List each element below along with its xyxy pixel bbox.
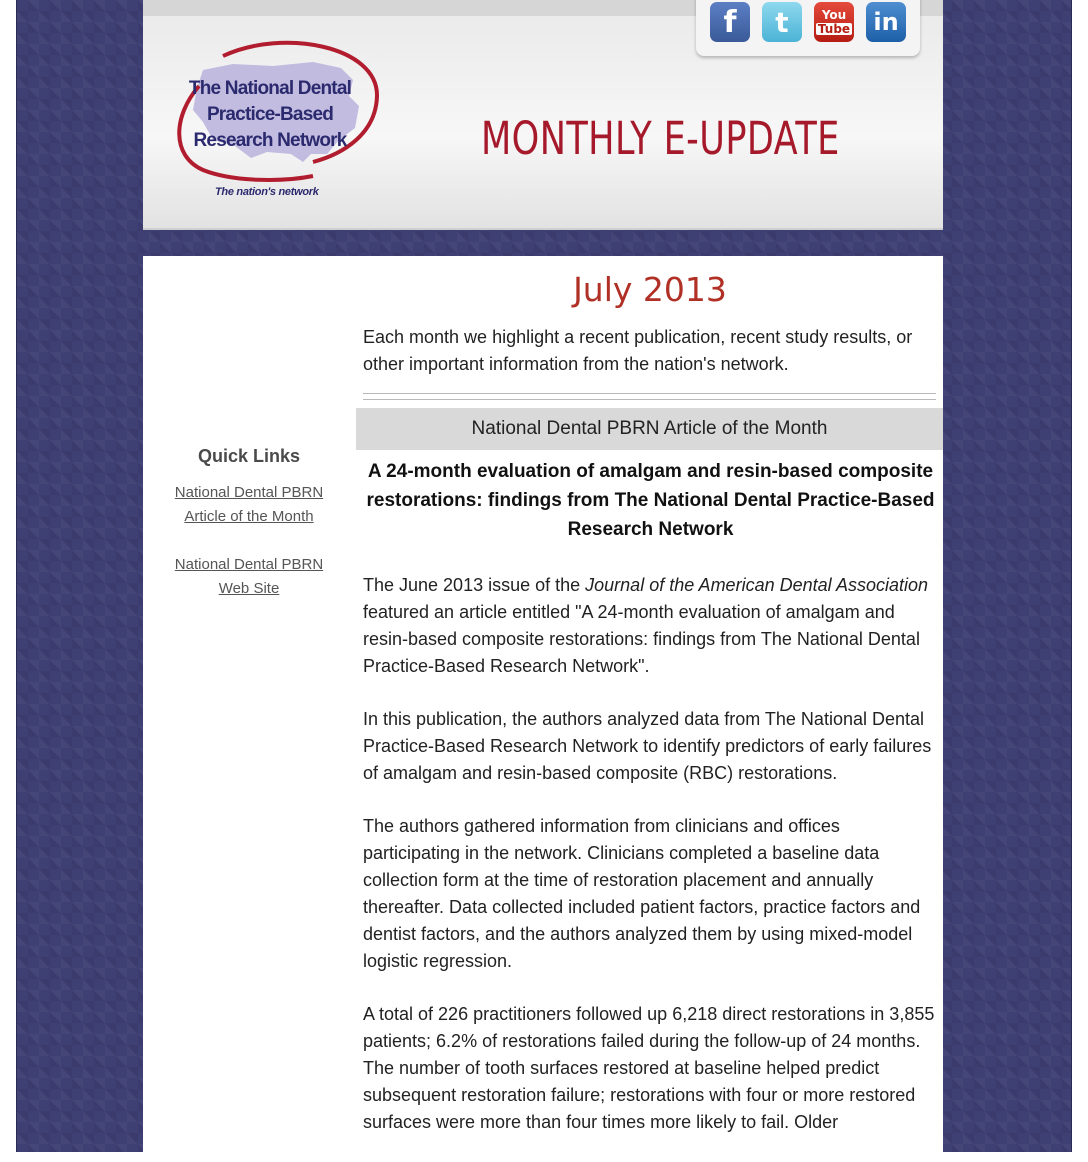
logo-line-3: Research Network (193, 130, 347, 151)
logo-tagline: The nation's network (215, 186, 319, 198)
linkedin-icon[interactable]: in (866, 2, 906, 42)
paragraph-1: The June 2013 issue of the Journal of the American Dental Association featured an article entitled "A 24-month evaluation of amalgam and resin-based composite restorations: findings from The National Dental Practice-Based Research Network". (363, 575, 928, 676)
social-icons-bar (696, 0, 920, 56)
section-title: National Dental PBRN Article of the Month (471, 418, 828, 439)
issue-date: July 2013 (573, 270, 727, 309)
article-body (363, 572, 940, 1162)
section-title-bar (356, 408, 943, 450)
banner-title: MONTHLY E-UPDATE (481, 112, 840, 165)
paragraph-4: A total of 226 practitioners followed up 6,218 direct restorations in 3,855 patients; 6.2% of restorations failed during the follow-up of 24 months. The number of tooth surfaces restored at baseline helped predict subsequent restoration failure; restorations with four or more restored surfaces were more than four times more likely to fail. Older (363, 1004, 935, 1132)
divider-line (363, 393, 936, 394)
twitter-icon[interactable]: t (762, 2, 802, 42)
paragraph-3: The authors gathered information from clinicians and offices participating in the network. Clinicians completed a baseline data collection form at the time of restoration placement and annually thereafter. Data collected included patient factors, practice factors and dentist factors, and the authors analyzed them by using mixed-model logistic regression. (363, 816, 921, 971)
youtube-icon[interactable]: You Tube (814, 2, 854, 42)
network-logo (163, 36, 383, 206)
logo-line-1: The National Dental (188, 78, 352, 99)
logo-line-2: Practice-Based (206, 104, 334, 125)
quick-links-title: Quick Links (197, 446, 301, 466)
paragraph-2: In this publication, the authors analyzed data from The National Dental Practice-Based Research Network to identify predictors of early failures of amalgam and resin-based composite (RBC) restorations. (363, 709, 932, 783)
quick-links-sidebar (143, 446, 355, 601)
facebook-icon[interactable]: f (710, 2, 750, 42)
article-headline: A 24-month evaluation of amalgam and resin-based composite restorations: findings from The National Dental Practice-Based Research Network (366, 461, 935, 540)
quick-link-article[interactable]: National Dental PBRN Article of the Month (174, 484, 324, 525)
newsletter-content (143, 256, 943, 1152)
divider-line (363, 399, 936, 400)
quick-link-website[interactable]: National Dental PBRN Web Site (174, 556, 324, 597)
intro-text: Each month we highlight a recent publication, recent study results, or other important information from the nation's network. (363, 327, 913, 374)
journal-title: Journal of the American Dental Association (585, 575, 928, 595)
newsletter-header (143, 0, 943, 230)
